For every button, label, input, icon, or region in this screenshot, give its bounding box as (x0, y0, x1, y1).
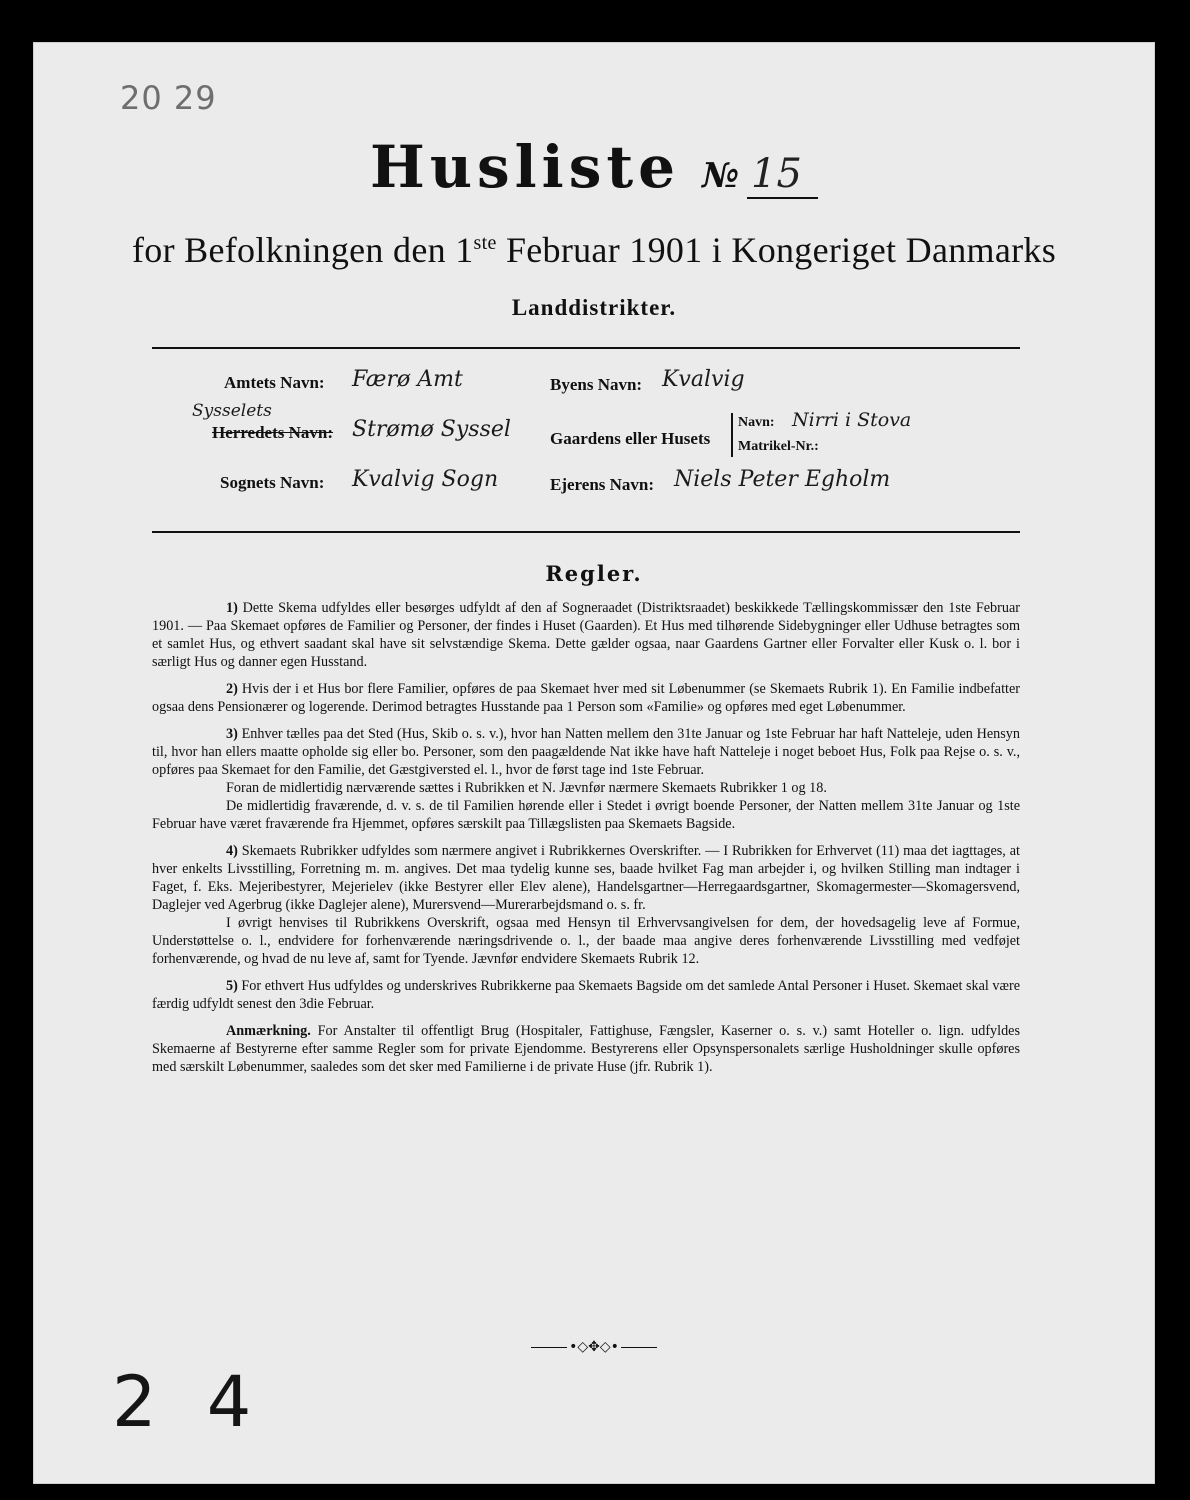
by-value-handwritten: Kvalvig (662, 367, 745, 392)
rule-3-number: 3) (226, 726, 238, 742)
top-divider (152, 347, 1020, 349)
number-sign: № (702, 156, 740, 196)
ejer-value-handwritten: Niels Peter Egholm (674, 467, 891, 492)
bottom-handwritten-number: 2 4 (112, 1361, 266, 1443)
form-subtitle (34, 229, 1154, 271)
subtitle-superscript: ste (473, 232, 497, 254)
title-row (34, 133, 1154, 201)
rule-4 (152, 842, 1020, 914)
list-number-handwritten: 15 (747, 151, 818, 199)
pencil-archive-note: 20 29 (120, 79, 217, 117)
rule-3-absent: De midlertidig fraværende, d. v. s. de til Familien hørende eller i Stedet i øvrigt boende Personer, der Natten mellem 31te Januar og 1ste Februar have været fraværende fra Hjemmet, opføres særskilt paa Tillægslisten paa Skemaets Bagside. (152, 798, 1020, 832)
matrikel-label: Matrikel-Nr.: (738, 439, 819, 454)
rule-5-text: For ethvert Hus udfyldes og underskrives Rubrikkerne paa Skemaets Bagside om det samlede Antal Personer i Huset. Skemaet skal være færdig udfyldt senest den 3die Februar. (152, 978, 1020, 1012)
ornament-glyph: •◇✥◇• (569, 1339, 619, 1355)
subtitle-part-1: for Befolkningen den 1 (131, 230, 474, 270)
subtitle-part-2: Februar 1901 i Kongeriget Danmarks (496, 230, 1056, 270)
rule-3-text: Enhver tælles paa det Sted (Hus, Skib o. s. v.), hvor han Natten mellem den 31te Januar og 1ste Februar har haft Natteleje, uden Hensyn til, hvor han ellers maatte opholde sig eller bo. Personer, som den paagældende Nat ikke have haft Natteleje i noget beboet Hus, Folk paa Rejse o. s. v., opføres paa Skemaet for den Familie, det Gæstgiversted el. l., hvor de først tage ind 1ste Februar. (152, 726, 1020, 778)
navn-label: Navn: (738, 415, 775, 430)
rule-2-number: 2) (226, 681, 238, 697)
amt-label: Amtets Navn: (224, 373, 325, 392)
gaard-label: Gaardens eller Husets (550, 429, 711, 448)
rule-3-present: Foran de midlertidig nærværende sættes i Rubrikken et N. Jævnfør nærmere Skemaets Rubrikker 1 og 18. (226, 780, 827, 796)
middle-divider (152, 531, 1020, 533)
annotation-note (152, 1022, 1020, 1076)
ornament-line-left (531, 1347, 567, 1348)
form-subsubtitle: Landdistrikter. (511, 295, 677, 320)
rule-3 (152, 725, 1020, 779)
rules-section (152, 599, 1020, 1076)
annotation-label: Anmærkning. (226, 1023, 311, 1039)
herred-correction-handwritten: Sysselets (192, 401, 272, 421)
census-form-page (33, 42, 1155, 1484)
by-label: Byens Navn: (550, 375, 643, 394)
rule-5-number: 5) (226, 978, 238, 994)
form-title: Husliste (370, 133, 681, 201)
amt-value-handwritten: Færø Amt (352, 367, 463, 392)
rule-5 (152, 977, 1020, 1013)
ornament-line-right (621, 1347, 657, 1348)
rule-1 (152, 599, 1020, 671)
ejer-label: Ejerens Navn: (550, 475, 655, 494)
herred-value-handwritten: Strømø Syssel (352, 417, 511, 442)
rule-4-continued: I øvrigt henvises til Rubrikkens Overskrift, ogsaa med Hensyn til Erhvervsangivelsen for dem, der hovedsagelig leve af Formue, Understøttelse o. l., endvidere for forhenværende næringsdrivende o. l., der baade maa angive deres forhenværende Livsstilling med vedføjet forhenværende, og hvad de nu leve af, samt for Tyende. Jævnfør endvidere Skemaets Rubrik 12. (152, 915, 1020, 967)
navn-value-handwritten: Nirri i Stova (792, 409, 912, 431)
herred-label: Herredets Navn: (212, 423, 334, 442)
gaard-brace (731, 413, 733, 457)
rule-2-text: Hvis der i et Hus bor flere Familier, opføres de paa Skemaet hver med sit Løbenummer (se Skemaets Rubrik 1). En Familie indbefatter ogsaa dens Pensionærer og logerende. Derimod betragtes Husstande paa 1 Person som «Familie» og opføres med eget Løbenummer. (152, 681, 1020, 715)
rule-2 (152, 680, 1020, 716)
sogn-value-handwritten: Kvalvig Sogn (352, 467, 499, 492)
rule-4-number: 4) (226, 843, 238, 859)
rules-heading: Regler. (545, 561, 643, 586)
rule-1-number: 1) (226, 600, 238, 616)
sogn-label: Sognets Navn: (220, 473, 325, 492)
annotation-text: For Anstalter til offentligt Brug (Hospitaler, Fattighuse, Fængsler, Kaserner o. s. v.) samt Hoteller o. lign. udfyldes Skemaerne af Bestyrerne efter samme Regler som for private Ejendomme. Bestyrerens eller Opsynspersonalets særlige Husholdninger skulle opføres med særskilt Løbenummer, saaledes som det sker med Familierne i de private Huse (jfr. Rubrik 1). (152, 1023, 1020, 1075)
rule-4-text: Skemaets Rubrikker udfyldes som nærmere angivet i Rubrikkernes Overskrifter. — I Rubrikken for Erhvervet (11) maa det iagttages, at hver enkelts Livsstilling, Forretning m. m. angives. Det maa tydelig kunne ses, baade hvilket Fag man arbejder i, og hvilken Stilling man indtager i Faget, f. Eks. Mejeribestyrer, Mejerielev (ikke Bestyrer eller Elev alene), Handelsgartner—Herregaardsgartner, Skomagermester—Skomagersvend, Daglejer ved Agerbrug (ikke Daglejer alene), Murersvend—Murerarbejdsmand o. s. fr. (152, 843, 1020, 913)
rule-1-text: Dette Skema udfyldes eller besørges udfyldt af den af Sogneraadet (Distriktsraadet) beskikkede Tællingskommissær den 1ste Februar 1901. — Paa Skemaet opføres de Familier og Personer, der findes i Huset (Gaarden). Et Hus med tilhørende Sidebygninger eller Udhuse betragtes som et samlet Hus, og ethvert saadant skal have sit selvstændige Skema. Dette gælder ogsaa, naar Gaardens Gartner eller Forvalter eller Kusk o. l. bor i særligt Hus og danner egen Husstand. (152, 600, 1020, 670)
ornament-divider (34, 1339, 1154, 1355)
